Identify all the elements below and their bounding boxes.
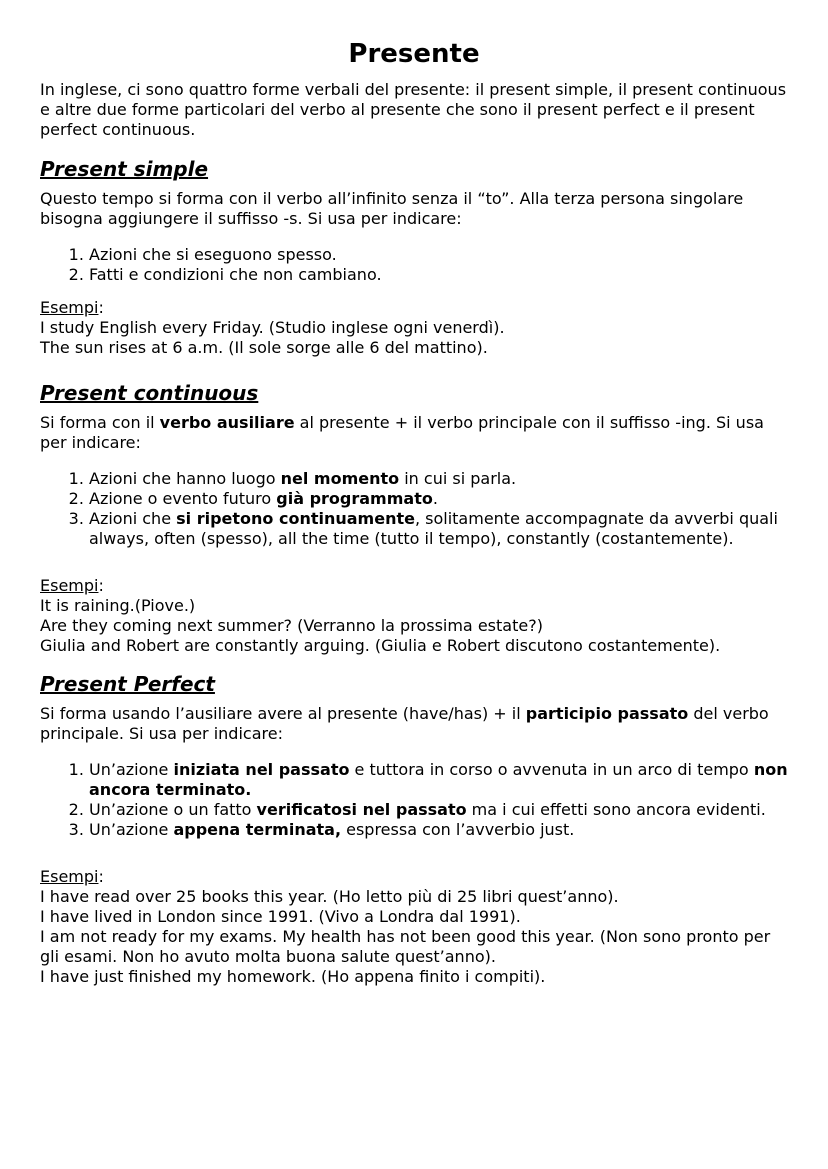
section-present-continuous bbox=[40, 381, 788, 656]
intro-paragraph: In inglese, ci sono quattro forme verbali del presente: il present simple, il present continuous e altre due forme particolari del verbo al presente che sono il present perfect e il present perfect continuous. bbox=[40, 80, 787, 139]
list-item: 3. Azioni che si ripetono continuamente, solitamente accompagnate da avverbi quali always, often (spesso), all the time (tutto il tempo), constantly (costantemente). bbox=[89, 509, 788, 549]
present-simple-description: Questo tempo si forma con il verbo all’infinito senza il “to”. Alla terza persona singolare bisogna aggiungere il suffisso -s. Si usa per indicare: bbox=[40, 189, 744, 228]
page-title: Presente bbox=[348, 39, 480, 69]
present-simple-examples bbox=[40, 298, 788, 358]
section-present-perfect bbox=[40, 672, 788, 987]
examples-label: Esempi: bbox=[40, 298, 104, 317]
example-line: Giulia and Robert are constantly arguing. (Giulia e Robert discutono costantemente). bbox=[40, 636, 721, 655]
section-heading-present-simple: Present simple bbox=[40, 157, 209, 181]
example-line: I am not ready for my exams. My health has not been good this year. (Non sono pronto per gli esami. Non ho avuto molta buona salute quest’anno). bbox=[40, 927, 771, 966]
present-perfect-description: Si forma usando l’ausiliare avere al presente (have/has) + il participio passato del verbo principale. Si usa per indicare: bbox=[40, 704, 769, 743]
list-item: 1. Azioni che hanno luogo nel momento in cui si parla. bbox=[89, 469, 788, 489]
section-heading-present-perfect: Present Perfect bbox=[40, 672, 215, 696]
list-item: 2. Fatti e condizioni che non cambiano. bbox=[89, 265, 788, 285]
examples-label: Esempi: bbox=[40, 576, 104, 595]
list-item: 3. Un’azione appena terminata, espressa con l’avverbio just. bbox=[89, 820, 788, 840]
list-item: 2. Un’azione o un fatto verificatosi nel passato ma i cui effetti sono ancora evidenti. bbox=[89, 800, 788, 820]
example-line: The sun rises at 6 a.m. (Il sole sorge alle 6 del mattino). bbox=[40, 338, 488, 357]
example-line: It is raining.(Piove.) bbox=[40, 596, 196, 615]
section-heading-present-continuous: Present continuous bbox=[40, 381, 259, 405]
example-line: I study English every Friday. (Studio inglese ogni venerdì). bbox=[40, 318, 505, 337]
example-line: I have lived in London since 1991. (Vivo a Londra dal 1991). bbox=[40, 907, 521, 926]
present-continuous-examples bbox=[40, 576, 788, 656]
section-present-simple bbox=[40, 157, 788, 358]
example-line: I have just finished my homework. (Ho appena finito i compiti). bbox=[40, 967, 546, 986]
present-perfect-usage-list bbox=[40, 760, 788, 840]
present-continuous-usage-list bbox=[40, 469, 788, 549]
present-continuous-description: Si forma con il verbo ausiliare al presente + il verbo principale con il suffisso -ing. Si usa per indicare: bbox=[40, 413, 764, 452]
present-simple-usage-list bbox=[40, 245, 788, 285]
list-item: 1. Azioni che si eseguono spesso. bbox=[89, 245, 788, 265]
examples-label: Esempi: bbox=[40, 867, 104, 886]
list-item: 1. Un’azione iniziata nel passato e tuttora in corso o avvenuta in un arco di tempo non ancora terminato. bbox=[89, 760, 788, 800]
example-line: I have read over 25 books this year. (Ho letto più di 25 libri quest’anno). bbox=[40, 887, 619, 906]
list-item: 2. Azione o evento futuro già programmato. bbox=[89, 489, 788, 509]
example-line: Are they coming next summer? (Verranno la prossima estate?) bbox=[40, 616, 543, 635]
present-perfect-examples bbox=[40, 867, 788, 987]
